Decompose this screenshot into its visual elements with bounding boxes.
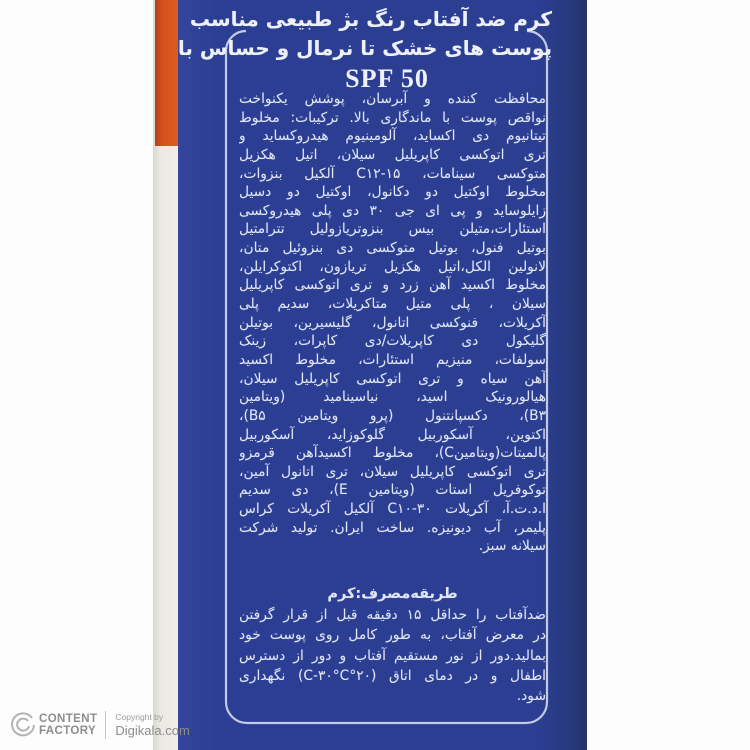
usage-line: بمالید.دور از نور مستقیم آفتاب و دور از دسترس [239, 647, 546, 664]
ingredient-line: سولفات، منیزیم استئارات، مخلوط اکسید [239, 351, 546, 368]
watermark-divider [105, 711, 106, 739]
ingredient-line: بوتیل فنول، بوتیل متوکسی دی بنزوئیل متان، [239, 240, 546, 257]
ingredient-line: سیلانه سبز. [478, 538, 546, 555]
ingredient-line: استئارات،متیلن بیس بنزوتریازولیل تترامتیل [239, 221, 546, 238]
usage-line: اطفال و در دمای اتاق (۲۰°C-۳۰°C) نگهداری [239, 667, 546, 684]
ingredient-line: توکوفریل استات (ویتامین E)، دی سدیم [239, 482, 546, 499]
box-orange-stripe [155, 0, 178, 146]
watermark-site: Digikala.com [115, 723, 190, 738]
watermark-brand-line2: FACTORY [39, 725, 97, 737]
usage-paragraph [239, 584, 546, 706]
watermark-brand-line1: CONTENT [39, 713, 98, 725]
ingredient-line: مخلوط اکسید آهن زرد و تری اتوکسی کاپریلیل [239, 277, 546, 294]
ingredient-line: سیلان ، پلی متیل متاکریلات، سدیم پلی [239, 296, 546, 313]
ingredients-paragraph [239, 90, 546, 556]
ingredient-line: زایلوساید و پی ای جی ۳۰ دی پلی هیدروکسی [239, 202, 546, 219]
ingredient-line: هیالورونیک اسید، نیاسینامید (ویتامین [239, 389, 546, 406]
usage-line: در معرض آفتاب، به طور کامل روی پوست خود [239, 627, 546, 644]
ingredient-line: گلیکول دی کاپریلات/دی کاپرات، زینک [239, 333, 546, 350]
watermark [10, 710, 190, 740]
ingredient-line: تیتانیوم دی اکساید، آلومینیوم هیدروکساید و [239, 128, 546, 145]
product-title-block [177, 5, 552, 94]
ingredient-line: تری اتوکسی کاپریلیل سیلان، اتیل هکزیل [239, 146, 546, 163]
ingredient-line: آکریلات، فنوکسی اتانول، گلیسیرین، بوتیلن [239, 314, 546, 331]
ingredient-line: آهن سیاه و تری اتوکسی کاپریلیل سیلان، [239, 370, 546, 387]
usage-line: شود. [516, 688, 546, 705]
watermark-copyright-label: Copyright by [115, 712, 164, 722]
ingredient-line: مخلوط اوکتیل دو دکانول، اوکتیل دو دسیل [239, 184, 546, 201]
spf-label: SPF 50 [345, 64, 429, 93]
ingredient-line: B۳)، دکسپانتنول (پرو ویتامین B۵)، [239, 407, 546, 424]
ingredient-line: پلیمر، آب دیونیزه. ساخت ایران. تولید شرکت [239, 519, 546, 536]
title-line-2: پوست های خشک تا نرمال و حساس با [177, 36, 552, 60]
ingredient-line: متوکسی سینامات، C۱۲-۱۵ آلکیل بنزوات، [239, 165, 546, 182]
usage-lines [239, 605, 546, 706]
title-line-1: کرم ضد آفتاب رنگ بژ طبیعی مناسب [189, 7, 552, 31]
usage-label: طریقه‌مصرف:کرم [327, 586, 458, 602]
ingredient-line: تری اتوکسی کاپریلیل سیلان، تری اتانول آمین، [239, 463, 546, 480]
ingredient-line: محافظت کننده و آبرسان، پوشش یکنواخت [239, 91, 546, 107]
ingredient-line: نواقص پوست با ماندگاری بالا. ترکیبات: مخلوط [239, 109, 546, 126]
ingredient-line: اکتوین، آسکوربیل گلوکوزاید، آسکوربیل [239, 426, 546, 443]
ingredient-line: پالمیتات(ویتامینC)، مخلوط اکسیدآهن قرمزو [239, 445, 546, 462]
content-factory-logo-icon [10, 710, 36, 740]
usage-line: ضدآفتاب را حداقل ۱۵ دقیقه قبل از قرار گرفتن [239, 607, 546, 623]
ingredient-line: لانولین الکل،اتیل هکزیل تریازون، اکتوکرایلن، [239, 258, 546, 275]
ingredient-line: ا.د.ت.آ، آکریلات C۱۰-۳۰ آلکیل آکریلات کراس [239, 501, 546, 518]
watermark-brand [39, 713, 97, 737]
watermark-copyright-block [115, 712, 189, 738]
